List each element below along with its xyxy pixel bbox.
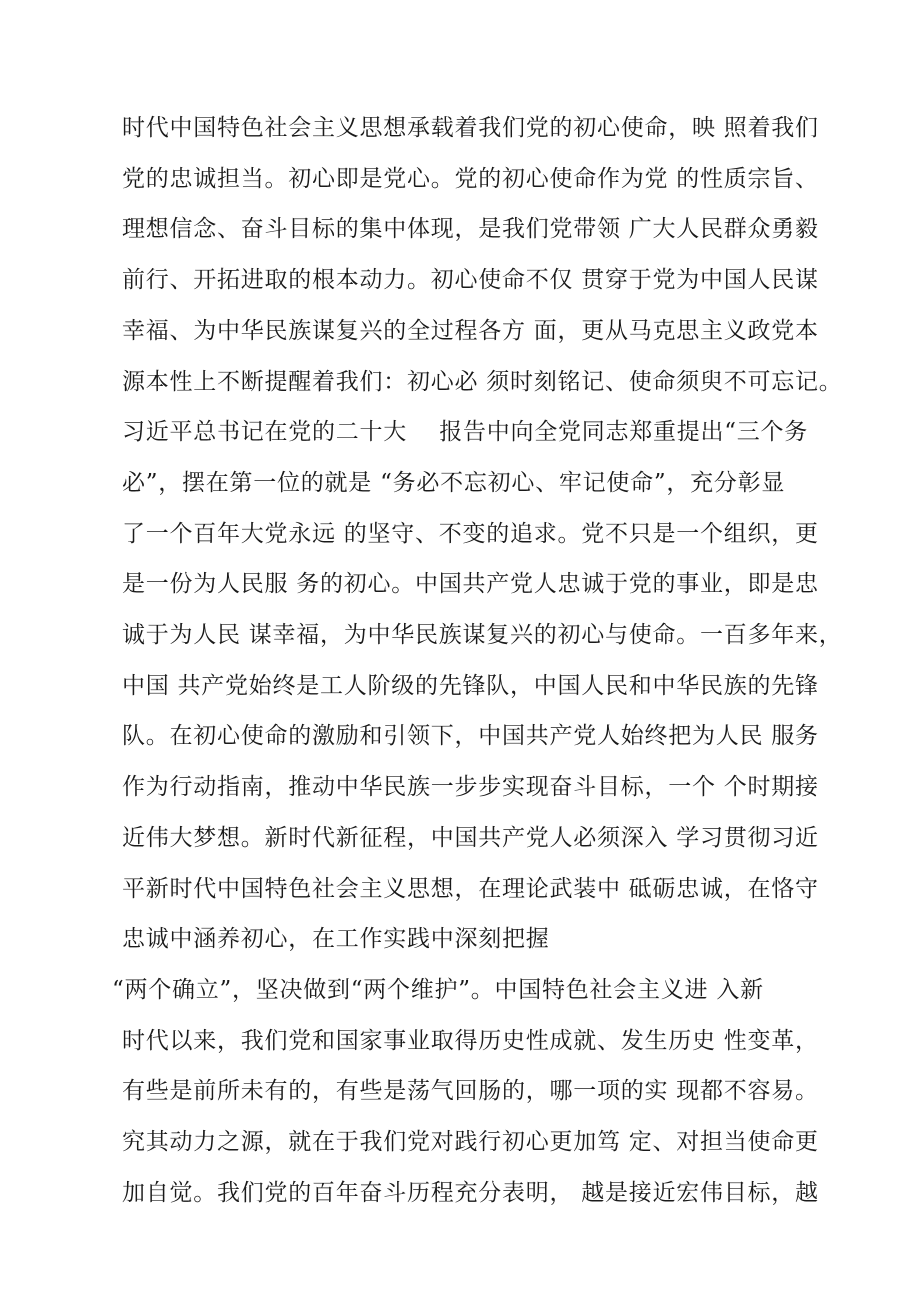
body-text-line: 党的忠诚担当。初心即是党心。党的初心使命作为党 的性质宗旨、: [122, 165, 819, 192]
body-text-line: 加自觉。我们党的百年奋斗历程充分表明， 越是接近宏伟目标，越: [122, 1179, 819, 1206]
body-text-line: 前行、开拓进取的根本动力。初心使命不仅 贯穿于党为中国人民谋: [122, 267, 819, 294]
body-text-line: 必”，摆在第一位的就是 “务必不忘初心、牢记使命”，充分彰显: [122, 469, 786, 496]
body-text-line: “两个确立”，坚决做到“两个维护”。中国特色社会主义进 入新: [112, 976, 764, 1003]
body-text-line: 平新时代中国特色社会主义思想，在理论武装中 砥砺忠诚，在恪守: [122, 875, 819, 902]
body-text-line: 诚于为人民 谋幸福，为中华民族谋复兴的初心与使命。一百多年来，: [122, 622, 843, 648]
body-text-line: 究其动力之源，就在于我们党对践行初心更加笃 定、对担当使命更: [122, 1129, 819, 1155]
body-text-line: 时代中国特色社会主义思想承载着我们党的初心使命，映 照着我们: [122, 115, 819, 141]
body-text-line: 了一个百年大党永远 的坚守、不变的追求。党不只是一个组织，更: [122, 520, 819, 547]
body-text-line: 时代以来，我们党和国家事业取得历史性成就、发生历史 性变革，: [122, 1027, 819, 1054]
body-text-line: 忠诚中涵养初心，在工作实践中深刻把握: [122, 926, 550, 953]
body-text-line: 有些是前所未有的，有些是荡气回肠的，哪一项的实 现都不容易。: [122, 1078, 819, 1105]
body-text-line: 是一份为人民服 务的初心。中国共产党人忠诚于党的事业，即是忠: [122, 571, 819, 598]
body-text-line: 近伟大梦想。新时代新征程，中国共产党人必须深入 学习贯彻习近: [122, 824, 819, 851]
body-text-line: 幸福、为中华民族谋复兴的全过程各方 面，更从马克思主义政党本: [122, 317, 819, 344]
body-text-line: 习近平总书记在党的二十大 报告中向全党同志郑重提出“三个务: [122, 419, 809, 446]
body-text-line: 作为行动指南，推动中华民族一步步实现奋斗目标，一个 个时期接: [122, 774, 819, 801]
body-text-line: 理想信念、奋斗目标的集中体现，是我们党带领 广大人民群众勇毅: [122, 216, 819, 243]
body-text-line: 源本性上不断提醒着我们：初心必 须时刻铭记、使命须臾不可忘记。: [122, 368, 843, 395]
body-text-line: 中国 共产党始终是工人阶级的先锋队，中国人民和中华民族的先锋: [122, 672, 819, 699]
body-text-line: 队。在初心使命的激励和引领下，中国共产党人始终把为人民 服务: [122, 723, 819, 750]
